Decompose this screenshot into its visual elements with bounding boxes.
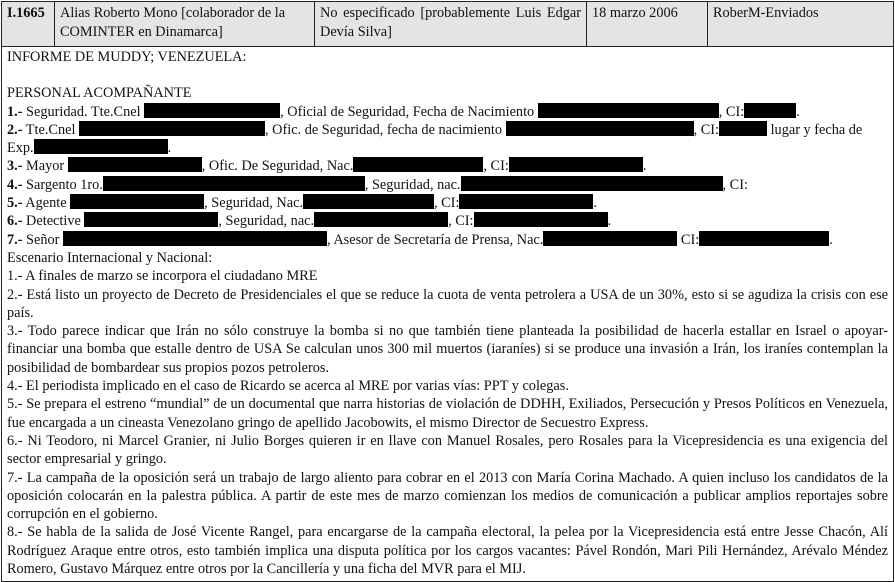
redaction-block <box>461 176 723 191</box>
item-4: 4.- El periodista implicado en el caso de Ricardo se acerca al MRE por varias vías: PPT y colegas. <box>7 378 569 395</box>
line-text: . <box>607 213 612 230</box>
line-text: Señor <box>22 231 63 248</box>
personal-line-6 <box>7 212 888 230</box>
item-2: 2.- Está listo un proyecto de Decreto de Presidenciales el que se reduce la cuota de venta petrolera a USA de un 30%, esto si se agudiza la crisis con ese país. <box>7 286 888 321</box>
line-text: , CI: <box>722 176 748 193</box>
personal-line-3 <box>7 157 888 175</box>
line-text: CI: <box>677 231 700 248</box>
redaction-block <box>314 212 448 227</box>
line-text: , CI: <box>483 158 509 175</box>
redaction-block <box>474 212 608 227</box>
line-text: , CI: <box>448 213 474 230</box>
line-number: 4.- <box>7 176 23 193</box>
doc-id: I.1665 <box>2 2 55 46</box>
line-text: lugar y fecha de <box>767 121 863 138</box>
document-page <box>1 1 894 582</box>
line-text: , Asesor de Secretaría de Prensa, Nac. <box>327 231 544 248</box>
item-3: 3.- Todo parece indicar que Irán no sólo construye la bomba si no que también tiene planteada la posibilidad de hacerla estallar en Israel o apoyar-financiar una bomba que estalle dentro de USA Se calculan unos 300 mil muertos (iaraníes) si se produce una invasión a Irán, los iraníes contemplan la posibilidad de bombardear sus propios pozos petroleros. <box>7 323 888 376</box>
line-text: . <box>829 231 833 248</box>
personal-heading: PERSONAL ACOMPAÑANTE <box>7 85 192 102</box>
line-text: Mayor <box>22 158 68 175</box>
redaction-block <box>744 103 796 118</box>
spacer <box>7 66 888 84</box>
personal-line-2-cont <box>7 139 888 157</box>
line-text: Seguridad. Tte.Cnel <box>22 103 145 120</box>
line-text: . <box>796 103 800 120</box>
line-text: Agente <box>22 195 71 212</box>
redaction-block <box>303 194 434 209</box>
redaction-block <box>144 103 280 118</box>
redaction-block <box>719 121 767 136</box>
redaction-block <box>70 194 204 209</box>
item-5: 5.- Se prepara el estreno “mundial” de un documental que narra historias de violación de DDHH, Exiliados, Persecución y Presos Políticos en Venezuela, fue encargada a un cineasta Venezolano gringo de apellido Jacobowits, el mismo Director de Secuestro Express. <box>7 396 888 431</box>
redaction-block <box>543 231 677 246</box>
redaction-block <box>509 157 643 172</box>
item-7: 7.- La campaña de la oposición será un trabajo de largo aliento para cobrar en el 2013 con María Corina Machado. A quien incluso los candidatos de la oposición colocarán en la palestra pública. A partir de este mes de marzo comienzan los medios de comunicación a publicar amplios reportajes sobre corrupción en el gobierno. <box>7 469 888 523</box>
line-text: , CI: <box>693 121 720 138</box>
line-text: , CI: <box>434 195 460 212</box>
redaction-block <box>459 194 593 209</box>
line-text: , Ofic. de Seguridad, fecha de nacimiento <box>265 121 506 138</box>
redaction-block <box>699 231 829 246</box>
header-row <box>2 2 893 47</box>
item-8: 8.- Se habla de la salida de José Vicente Rangel, para encargarse de la campaña electoral, la pelea por la Vicepresidencia está entre Jesse Chacón, Alí Rodríguez Araque entre otros, esto también implica una disputa política por los cargos vacantes: Pável Rondón, Mari Pili Hernández, Arévalo Méndez Romero, Gustavo Márquez entre otros por la Cancillería y una ficha del MVR para el MIJ. <box>7 524 888 578</box>
redaction-block <box>538 103 719 118</box>
redaction-block <box>79 121 265 136</box>
line-text: , CI: <box>718 103 745 120</box>
line-number: 6.- <box>7 213 23 230</box>
personal-line-1 <box>7 103 888 121</box>
line-text: , Seguridad, nac. <box>218 213 315 230</box>
line-number: 2.- <box>7 121 23 138</box>
report-body <box>2 47 893 578</box>
identity-note-cell: No especificado [probablemente Luis Edgar Devía Silva] <box>315 2 587 46</box>
personal-line-4 <box>7 176 888 194</box>
line-number: 1.- <box>7 103 23 120</box>
line-number: 3.- <box>7 158 23 175</box>
date-cell: 18 marzo 2006 <box>587 2 708 46</box>
report-title: INFORME DE MUDDY; VENEZUELA: <box>7 49 247 65</box>
destination-cell: RoberM-Enviados <box>713 5 819 21</box>
alias-cell: Alias Roberto Mono [colaborador de la COMINTER en Dinamarca] <box>55 2 315 46</box>
line-text: , Seguridad, Nac. <box>204 195 303 212</box>
line-text: Detective <box>22 213 85 230</box>
redaction-block <box>84 212 218 227</box>
line-text: , Seguridad, nac. <box>364 176 461 193</box>
line-text: , Ofic. De Seguridad, Nac. <box>201 158 354 175</box>
line-number: 7.- <box>7 231 23 248</box>
line-text: , Oficial de Seguridad, Fecha de Nacimiento <box>280 103 538 120</box>
line-text: . <box>167 140 172 157</box>
line-text: . <box>642 158 647 175</box>
redaction-block <box>68 157 202 172</box>
item-6: 6.- Ni Teodoro, ni Marcel Granier, ni Julio Borges quieren ir en llave con Manuel Rosales, pero Rosales para la Vicepresidencia es una exigencia del sector empresarial y gringo. <box>7 432 888 468</box>
personal-line-7 <box>7 231 888 249</box>
personal-line-2 <box>7 121 888 139</box>
line-text: Exp. <box>7 140 34 157</box>
redaction-block <box>103 176 365 191</box>
line-text: Tte.Cnel <box>22 121 80 138</box>
redaction-block <box>34 139 168 154</box>
escenario-heading: Escenario Internacional y Nacional: <box>7 249 213 266</box>
line-number: 5.- <box>7 195 23 212</box>
line-text: Sargento 1ro. <box>22 176 103 193</box>
redaction-block <box>506 121 694 136</box>
personal-line-5 <box>7 194 888 212</box>
redaction-block <box>353 157 483 172</box>
item-1: 1.- A finales de marzo se incorpora el ciudadano MRE <box>7 268 318 285</box>
line-text: . <box>593 195 597 212</box>
redaction-block <box>63 231 327 246</box>
